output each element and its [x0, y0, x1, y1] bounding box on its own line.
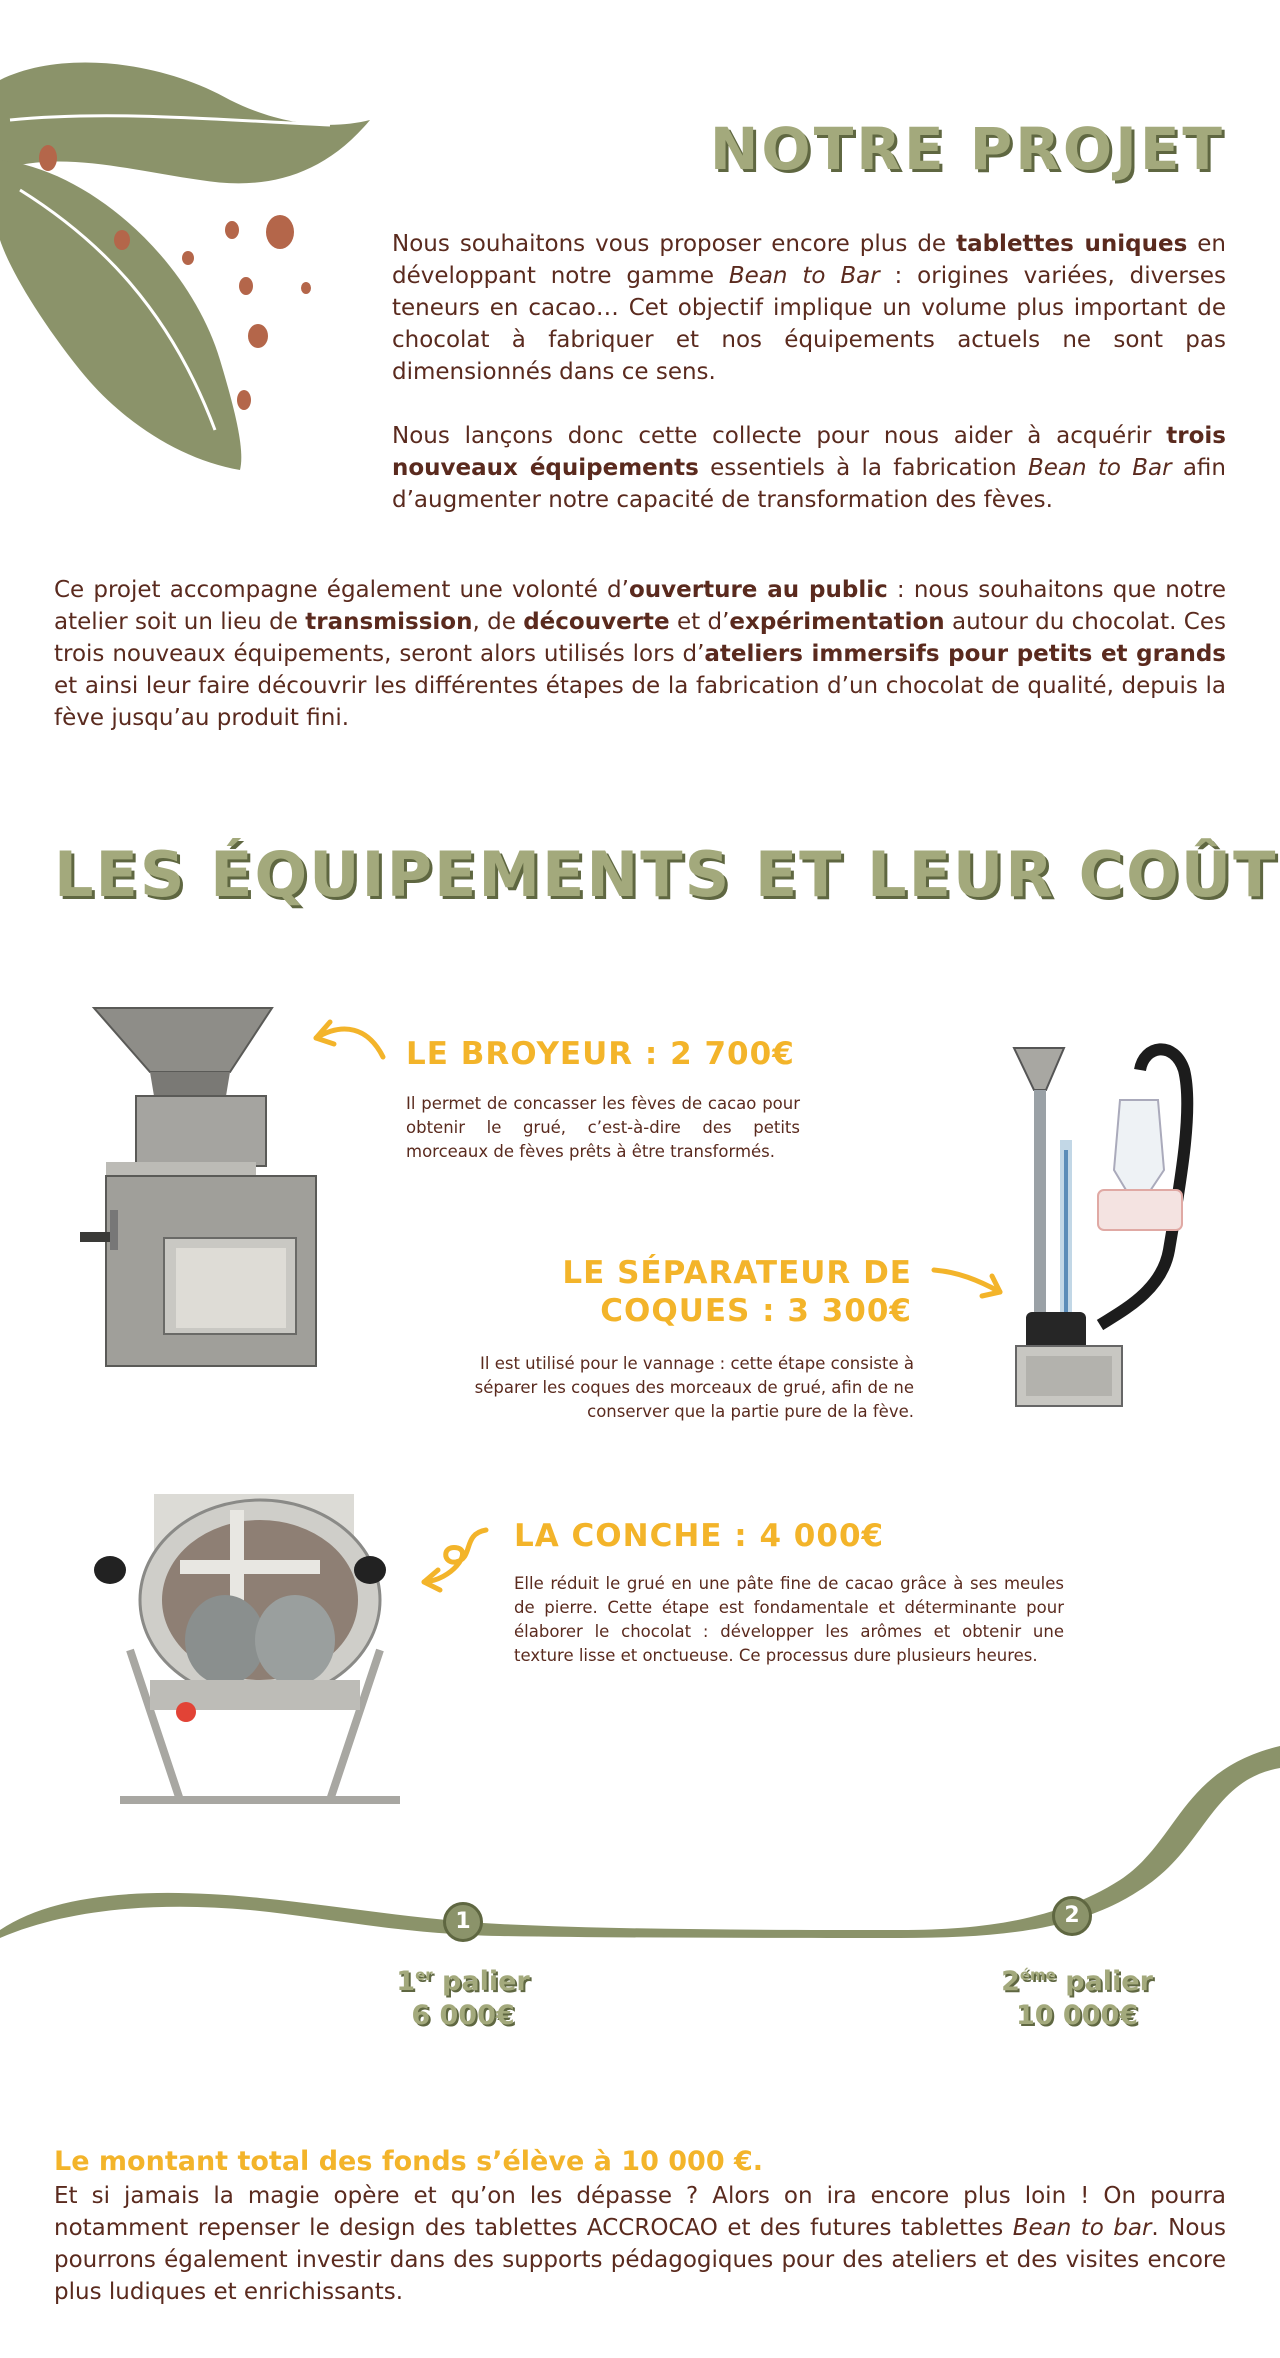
projet-paragraph-2: Nous lançons donc cette collecte pour nous aider à acquérir trois nouveaux équipements essentiels à la fabrication Bean to Bar afin d’augmenter notre capacité de transformation des fèves.	[392, 423, 1226, 513]
projet-paragraph-1: Nous souhaitons vous proposer encore plus de tablettes uniques en développant notre gamme Bean to Bar : origines variées, diverses teneurs en cacao… Cet objectif implique un volume plus important de chocolat à fabriquer et nos équipements actuels ne sont pas dimensionnés dans ce sens.	[392, 231, 1226, 385]
separateur-title-line1: LE SÉPARATEUR DE	[562, 1255, 912, 1291]
palier-2-marker	[1052, 1896, 1092, 1936]
separateur-image	[1004, 1040, 1210, 1420]
projet-paragraph-3: Ce projet accompagne également une volonté d’ouverture au public : nous souhaitons que notre atelier soit un lieu de transmission, de découverte et d’expérimentation autour du chocolat. Ces trois nouveaux équipements, seront alors utilisés lors d’ateliers immersifs pour petits et grands et ainsi leur faire découvrir les différentes étapes de la fabrication d’un chocolat de qualité, depuis la fève jusqu’au produit fini.	[54, 577, 1227, 731]
conche-description: Elle réduit le grué en une pâte fine de cacao grâce à ses meules de pierre. Cette étape est fondamentale et déterminante pour élaborer le chocolat : développer les arômes et obtenir une texture lisse et onctueuse. Ce processus dure plusieurs heures.	[514, 1574, 1064, 1665]
palier-1-title: 1er palier	[396, 1966, 530, 1997]
palier-1-number: 1	[455, 1909, 471, 1934]
broyeur-title: LE BROYEUR : 2 700€	[406, 1036, 795, 1072]
palier-2-label	[962, 1958, 1192, 2033]
separateur-description: Il est utilisé pour le vannage : cette étape consiste à séparer les coques des morceaux de grué, afin de ne conserver que la partie pure de la fève.	[474, 1354, 914, 1421]
broyeur-description: Il permet de concasser les fèves de cacao pour obtenir le grué, c’est-à-dire des petits morceaux de fèves prêts à être transformés.	[406, 1094, 800, 1161]
equipements-title: LES ÉQUIPEMENTS ET LEUR COÛT	[54, 838, 1278, 911]
arrow-conche-icon	[412, 1524, 492, 1594]
palier-1-marker	[443, 1902, 483, 1942]
projet-title: NOTRE PROJET	[709, 115, 1225, 183]
conche-title: LA CONCHE : 4 000€	[514, 1518, 885, 1554]
palier-1-amount: 6 000€	[411, 2000, 515, 2031]
separateur-title-line2: COQUES : 3 300€	[600, 1293, 912, 1329]
palier-2-amount: 10 000€	[1015, 2000, 1139, 2031]
palier-1-label	[363, 1958, 563, 2033]
arrow-broyeur-icon	[308, 1012, 388, 1062]
total-title: Le montant total des fonds s’élève à 10 000 €.	[54, 2146, 764, 2177]
palier-2-title: $2^{éme}$ palier	[1001, 1966, 1153, 1997]
palier-2-number: 2	[1064, 1903, 1080, 1928]
arrow-separateur-icon	[930, 1262, 1010, 1306]
leaf-decoration	[0, 40, 380, 470]
broyeur-image	[80, 1000, 330, 1380]
total-paragraph: Et si jamais la magie opère et qu’on les dépasse ? Alors on ira encore plus loin ! On pourra notamment repenser le design des tablettes ACCROCAO et des futures tablettes Bean to bar. Nous pourrons également investir dans des supports pédagogiques pour des ateliers et des visites encore plus ludiques et enrichissants.	[54, 2183, 1226, 2305]
separateur-title	[562, 1254, 912, 1330]
